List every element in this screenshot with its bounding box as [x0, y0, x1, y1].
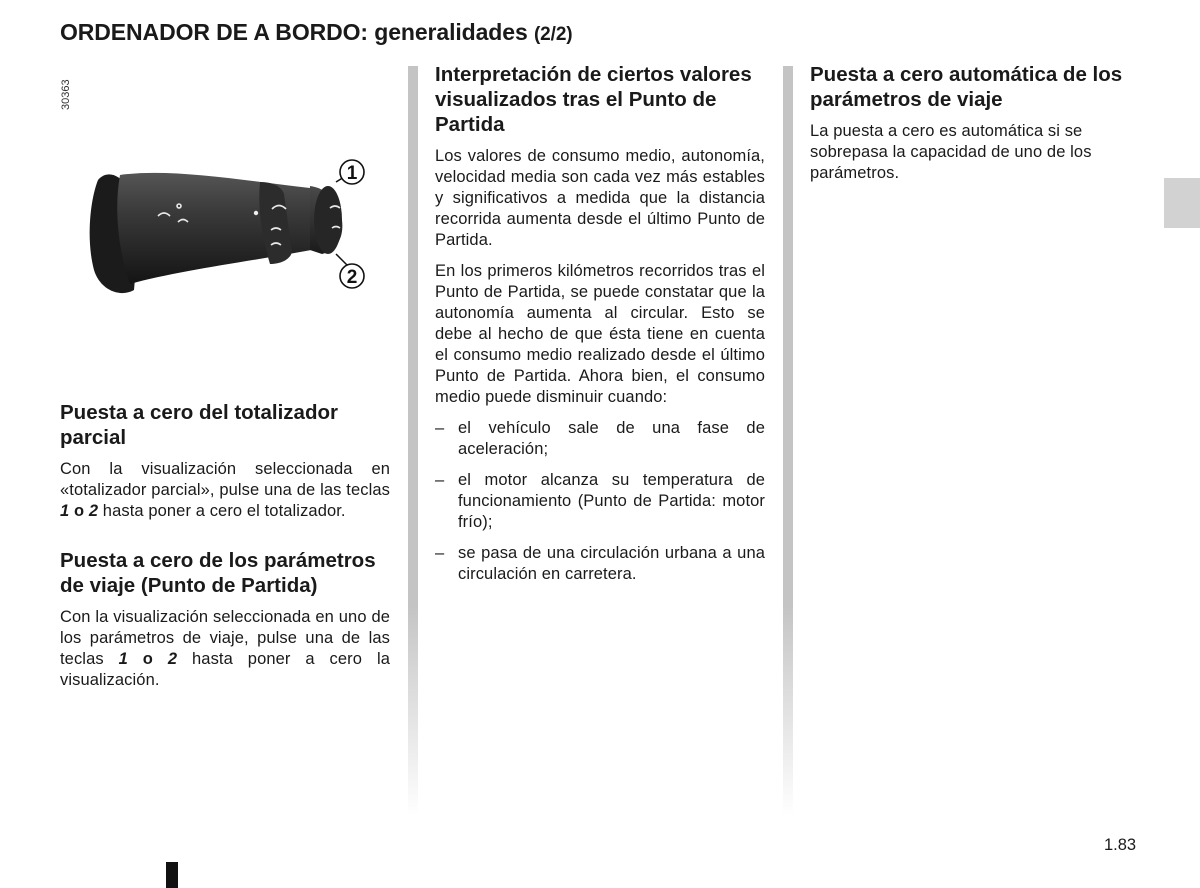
- list-item: – se pasa de una circulación urbana a una circulación en carretera.: [435, 544, 765, 583]
- column-left: [60, 400, 390, 717]
- section-reset-trip-counter: [60, 400, 390, 522]
- title-main: ORDENADOR DE A BORDO: generalidades: [60, 19, 528, 45]
- paragraph: Los valores de consumo medio, autonomía, velocidad media son cada vez más estables y significativos a medida que la distancia recorrida aumenta desde el último Punto de Partida.: [435, 147, 765, 249]
- page-number: 1.83: [1104, 836, 1137, 854]
- key-1: 1: [60, 502, 70, 520]
- column-divider: [408, 66, 418, 816]
- section-reset-trip-parameters: [60, 548, 390, 691]
- dash-list: [435, 418, 765, 585]
- chapter-tab: [1164, 178, 1200, 228]
- section-heading: Interpretación de ciertos valores visualizados tras el Punto de Partida: [435, 63, 752, 136]
- crop-mark: [166, 862, 178, 888]
- list-item: – el vehículo sale de una fase de aceleración;: [435, 419, 765, 458]
- column-right: [810, 62, 1140, 194]
- callout-2: 2: [346, 267, 358, 288]
- figure-code: 30363: [60, 79, 72, 110]
- page-title: [60, 19, 573, 46]
- wiper-stalk-icon: [60, 70, 390, 370]
- column-divider: [783, 66, 793, 816]
- callout-1: 1: [346, 163, 358, 184]
- key-1: 1: [118, 650, 128, 668]
- paragraph: En los primeros kilómetros recorridos tras el Punto de Partida, se puede constatar que la autonomía aumenta al circular. Esto se debe al hecho de que ésta tiene en cuenta el consumo medio realizado desde el último Punto de Partida. Ahora bien, el consumo medio puede disminuir cuando:: [435, 262, 765, 406]
- section-paragraph: Con la visualización seleccionada en uno de los parámetros de viaje, pulse una de las teclas 1 o 2 hasta poner a cero la visualización.: [60, 608, 390, 689]
- column-middle: [435, 62, 765, 595]
- key-2: 2: [88, 502, 99, 520]
- title-part: (2/2): [533, 24, 573, 45]
- list-item: – el motor alcanza su temperatura de funcionamiento (Punto de Partida: motor frío);: [435, 471, 765, 531]
- section-heading: Puesta a cero automática de los parámetros de viaje: [810, 63, 1123, 111]
- section-paragraph: Con la visualización seleccionada en «totalizador parcial», pulse una de las teclas 1 o 2 hasta poner a cero el totalizador.: [60, 460, 390, 520]
- key-2: 2: [167, 650, 178, 668]
- paragraph: La puesta a cero es automática si se sobrepasa la capacidad de uno de los parámetros.: [810, 122, 1092, 182]
- section-heading: Puesta a cero del totalizador parcial: [60, 401, 338, 449]
- section-heading: Puesta a cero de los parámetros de viaje (Punto de Partida): [60, 549, 376, 597]
